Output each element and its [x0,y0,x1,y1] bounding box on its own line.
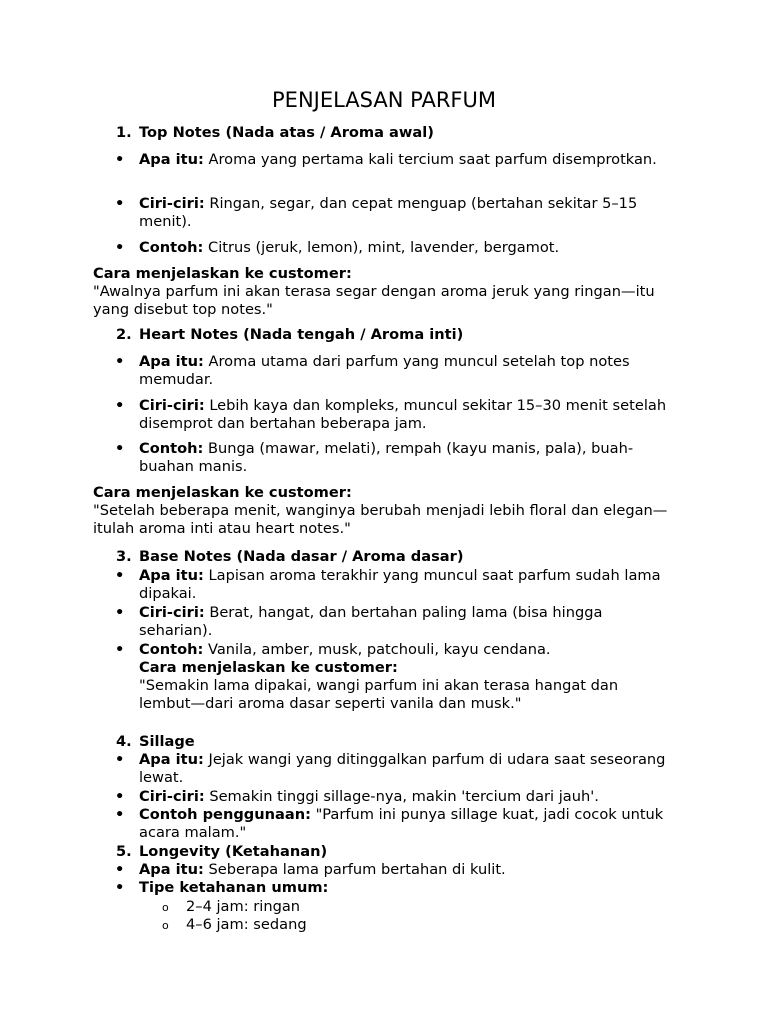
list-item [115,151,675,169]
circle-bullet-icon: o [162,919,169,932]
list-item [115,806,675,842]
item-label: Ciri-ciri: [139,397,205,414]
section-title: Sillage [139,733,195,750]
customer-text: "Semakin lama dipakai, wangi parfum ini akan terasa hangat dan lembut—dari aroma dasar seperti vanila dan musk." [139,677,619,712]
bullet-icon: • [115,806,125,823]
section-title: Base Notes (Nada dasar / Aroma dasar) [139,548,464,565]
section-number: 4. [116,733,132,750]
list-item [115,353,675,389]
bullet-icon: • [115,861,125,878]
customer-text: "Setelah beberapa menit, wanginya berubah menjadi lebih floral dan elegan—itulah aroma inti atau heart notes." [93,502,668,537]
customer-explanation [93,265,683,319]
item-label: Contoh penggunaan: [139,806,311,823]
bullet-icon: • [115,567,125,584]
section-heading-longevity [116,843,327,861]
list-item [115,239,675,257]
section-heading-sillage [116,733,195,751]
bullet-icon: • [115,788,125,805]
section-title: Heart Notes (Nada tengah / Aroma inti) [139,326,464,343]
item-label: Ciri-ciri: [139,195,205,212]
list-item [115,397,675,433]
sub-list-item [162,916,662,934]
list-item [115,604,675,640]
item-text: Citrus (jeruk, lemon), mint, lavender, bergamot. [208,239,560,256]
customer-label: Cara menjelaskan ke customer: [93,484,352,501]
customer-label: Cara menjelaskan ke customer: [93,265,352,282]
sub-item-text: 2–4 jam: ringan [186,898,301,915]
item-text: Lapisan aroma terakhir yang muncul saat parfum sudah lama dipakai. [139,567,661,602]
item-text: "Parfum ini punya sillage kuat, jadi cocok untuk acara malam." [139,806,664,841]
customer-text: "Awalnya parfum ini akan terasa segar dengan aroma jeruk yang ringan—itu yang disebut top notes." [93,283,655,318]
bullet-icon: • [115,353,125,370]
item-text: Lebih kaya dan kompleks, muncul sekitar 15–30 menit setelah disemprot dan bertahan beberapa jam. [139,397,667,432]
list-item [115,879,675,897]
item-label: Contoh: [139,440,204,457]
list-item [115,861,675,879]
item-label: Apa itu: [139,353,204,370]
bullet-icon: • [115,440,125,457]
section-number: 5. [116,843,132,860]
item-label: Contoh: [139,641,204,658]
item-label: Contoh: [139,239,204,256]
bullet-icon: • [115,604,125,621]
customer-explanation [139,659,669,713]
bullet-icon: • [115,641,125,658]
item-text: Seberapa lama parfum bertahan di kulit. [208,861,506,878]
circle-bullet-icon: o [162,901,169,914]
sub-list-item [162,898,662,916]
list-item [115,751,675,787]
item-label: Tipe ketahanan umum: [139,879,329,896]
customer-explanation [93,484,683,538]
item-text: Berat, hangat, dan bertahan paling lama (bisa hingga seharian). [139,604,603,639]
item-label: Ciri-ciri: [139,604,205,621]
list-item [115,195,675,231]
item-label: Apa itu: [139,751,204,768]
sub-item-text: 4–6 jam: sedang [186,916,307,933]
item-text: Vanila, amber, musk, patchouli, kayu cendana. [208,641,551,658]
bullet-icon: • [115,195,125,212]
section-heading-heart-notes [116,326,463,344]
bullet-icon: • [115,879,125,896]
customer-label: Cara menjelaskan ke customer: [139,659,398,676]
list-item [115,641,675,659]
section-title: Top Notes (Nada atas / Aroma awal) [139,124,434,141]
item-label: Apa itu: [139,567,204,584]
item-text: Jejak wangi yang ditinggalkan parfum di udara saat seseorang lewat. [139,751,666,786]
item-label: Apa itu: [139,151,204,168]
section-heading-base-notes [116,548,464,566]
section-title: Longevity (Ketahanan) [139,843,328,860]
bullet-icon: • [115,751,125,768]
page-title: PENJELASAN PARFUM [272,88,496,112]
bullet-icon: • [115,151,125,168]
item-text: Bunga (mawar, melati), rempah (kayu manis, pala), buah-buahan manis. [139,440,634,475]
section-number: 1. [116,124,132,141]
section-heading-top-notes [116,124,434,142]
list-item [115,567,675,603]
section-number: 3. [116,548,132,565]
bullet-icon: • [115,397,125,414]
item-text: Aroma utama dari parfum yang muncul setelah top notes memudar. [139,353,630,388]
item-label: Apa itu: [139,861,204,878]
item-text: Semakin tinggi sillage-nya, makin 'tercium dari jauh'. [209,788,599,805]
bullet-icon: • [115,239,125,256]
item-label: Ciri-ciri: [139,788,205,805]
list-item [115,440,675,476]
item-text: Ringan, segar, dan cepat menguap (bertahan sekitar 5–15 menit). [139,195,638,230]
item-text: Aroma yang pertama kali tercium saat parfum disemprotkan. [208,151,657,168]
list-item [115,788,675,806]
section-number: 2. [116,326,132,343]
